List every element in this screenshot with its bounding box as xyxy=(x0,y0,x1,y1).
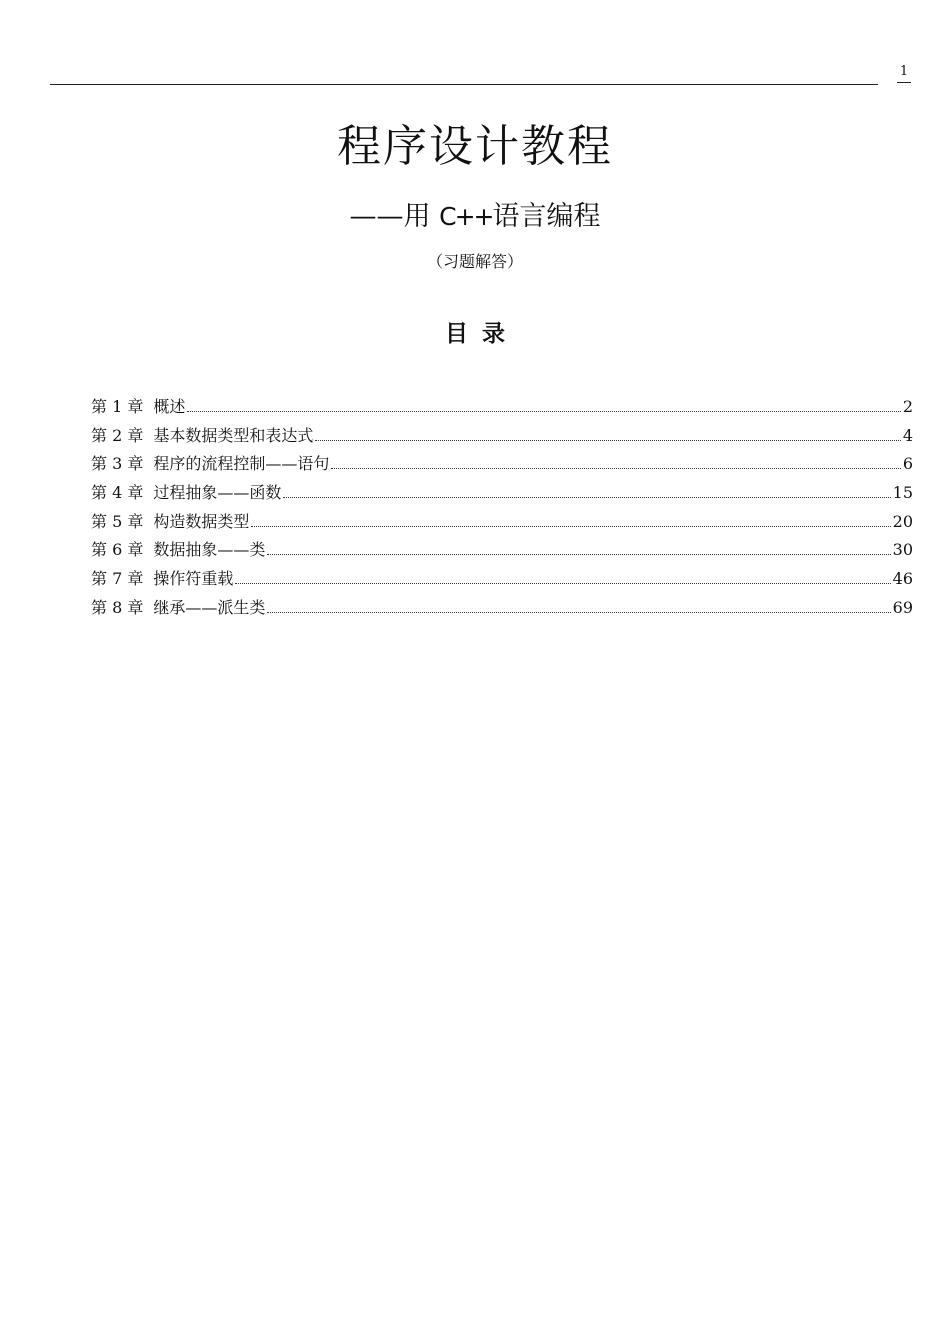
toc-dot-leader xyxy=(283,497,890,498)
toc-chapter-number: 第 4 章 xyxy=(91,483,144,503)
page-number: 1 xyxy=(897,64,911,83)
toc-entry-1[interactable] xyxy=(91,393,913,422)
toc-dot-leader xyxy=(267,554,890,555)
toc-entry-8[interactable] xyxy=(91,594,913,623)
toc-entry-2[interactable] xyxy=(91,422,913,451)
toc-entry-3[interactable] xyxy=(91,450,913,479)
toc-page-number: 4 xyxy=(902,425,913,445)
toc-page-number: 20 xyxy=(892,511,913,531)
subtitle-suffix: 语言编程 xyxy=(492,201,601,232)
toc-dot-leader xyxy=(267,612,890,613)
toc-page-number: 69 xyxy=(892,597,913,617)
toc-chapter-number: 第 6 章 xyxy=(91,540,144,560)
subtitle-prefix: ——用 xyxy=(349,201,440,232)
toc-chapter-number: 第 5 章 xyxy=(91,511,144,531)
toc-page-number: 15 xyxy=(892,483,913,503)
toc-dot-leader xyxy=(251,526,890,527)
toc-entry-5[interactable] xyxy=(91,508,913,537)
toc-chapter-title: 过程抽象——函数 xyxy=(153,483,282,503)
toc-entry-4[interactable] xyxy=(91,479,913,508)
toc-chapter-number: 第 3 章 xyxy=(91,454,144,474)
toc-dot-leader xyxy=(315,440,900,441)
toc-page-number: 2 xyxy=(902,397,913,416)
toc-dot-leader xyxy=(235,583,890,584)
toc-chapter-title: 继承——派生类 xyxy=(153,597,266,617)
toc-chapter-number: 第 7 章 xyxy=(91,569,144,589)
toc-dot-leader xyxy=(331,468,900,469)
toc-chapter-title: 基本数据类型和表达式 xyxy=(153,425,314,445)
book-subtitle xyxy=(0,199,950,235)
book-title: 程序设计教程 xyxy=(337,121,613,172)
toc-dot-leader xyxy=(187,411,900,412)
table-of-contents xyxy=(91,393,913,623)
toc-chapter-title: 操作符重载 xyxy=(153,569,234,589)
toc-entry-7[interactable] xyxy=(91,565,913,594)
toc-chapter-number: 第 8 章 xyxy=(91,597,144,617)
header-rule xyxy=(50,84,878,85)
toc-chapter-number: 第 1 章 xyxy=(91,397,144,416)
toc-page-number: 6 xyxy=(902,454,913,474)
toc-chapter-title: 概述 xyxy=(153,397,186,416)
toc-chapter-number: 第 2 章 xyxy=(91,425,144,445)
toc-entry-6[interactable] xyxy=(91,536,913,565)
subtitle-language: C++ xyxy=(439,202,493,231)
toc-chapter-title: 数据抽象——类 xyxy=(153,540,266,560)
toc-chapter-title: 程序的流程控制——语句 xyxy=(153,454,330,474)
toc-page-number: 46 xyxy=(892,569,913,589)
toc-page-number: 30 xyxy=(892,540,913,560)
toc-chapter-title: 构造数据类型 xyxy=(153,511,250,531)
subtitle-note: （习题解答） xyxy=(426,252,523,271)
toc-heading: 目录 xyxy=(445,320,519,347)
